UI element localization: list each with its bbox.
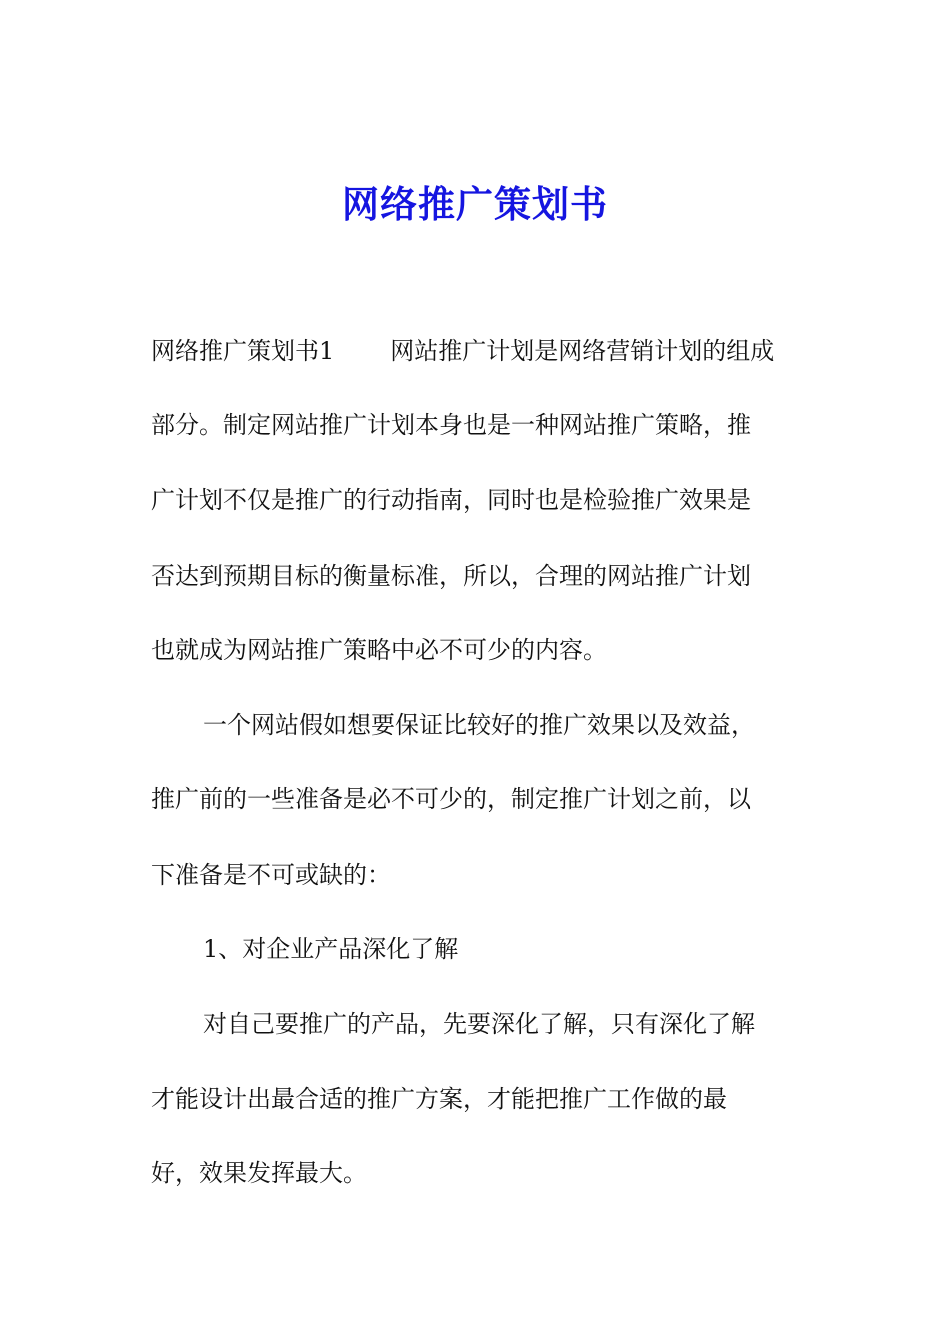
section-label: 网络推广策划书1 [151,337,335,365]
paragraph-line: 广计划不仅是推广的行动指南，同时也是检验推广效果是 [151,486,751,514]
paragraph-line: 推广前的一些准备是必不可少的，制定推广计划之前，以 [151,785,751,813]
paragraph-line: 部分。制定网站推广计划本身也是一种网站推广策略，推 [151,411,751,439]
paragraph-line: 对自己要推广的产品，先要深化了解，只有深化了解 [203,1010,755,1038]
paragraph-line: 才能设计出最合适的推广方案，才能把推广工作做的最 [151,1085,727,1113]
document-title: 网络推广策划书 [342,182,608,226]
paragraph-line: 也就成为网站推广策略中必不可少的内容。 [151,636,607,664]
paragraph-line: 下准备是不可或缺的： [151,861,391,889]
paragraph-line: 好，效果发挥最大。 [151,1159,367,1187]
paragraph-line [151,331,774,371]
section-heading: 1、对企业产品深化了解 [203,935,459,963]
line-text: 网站推广计划是网络营销计划的组成 [390,337,775,365]
paragraph-line: 否达到预期目标的衡量标准，所以，合理的网站推广计划 [151,562,751,590]
paragraph-line: 一个网站假如想要保证比较好的推广效果以及效益， [203,711,755,739]
